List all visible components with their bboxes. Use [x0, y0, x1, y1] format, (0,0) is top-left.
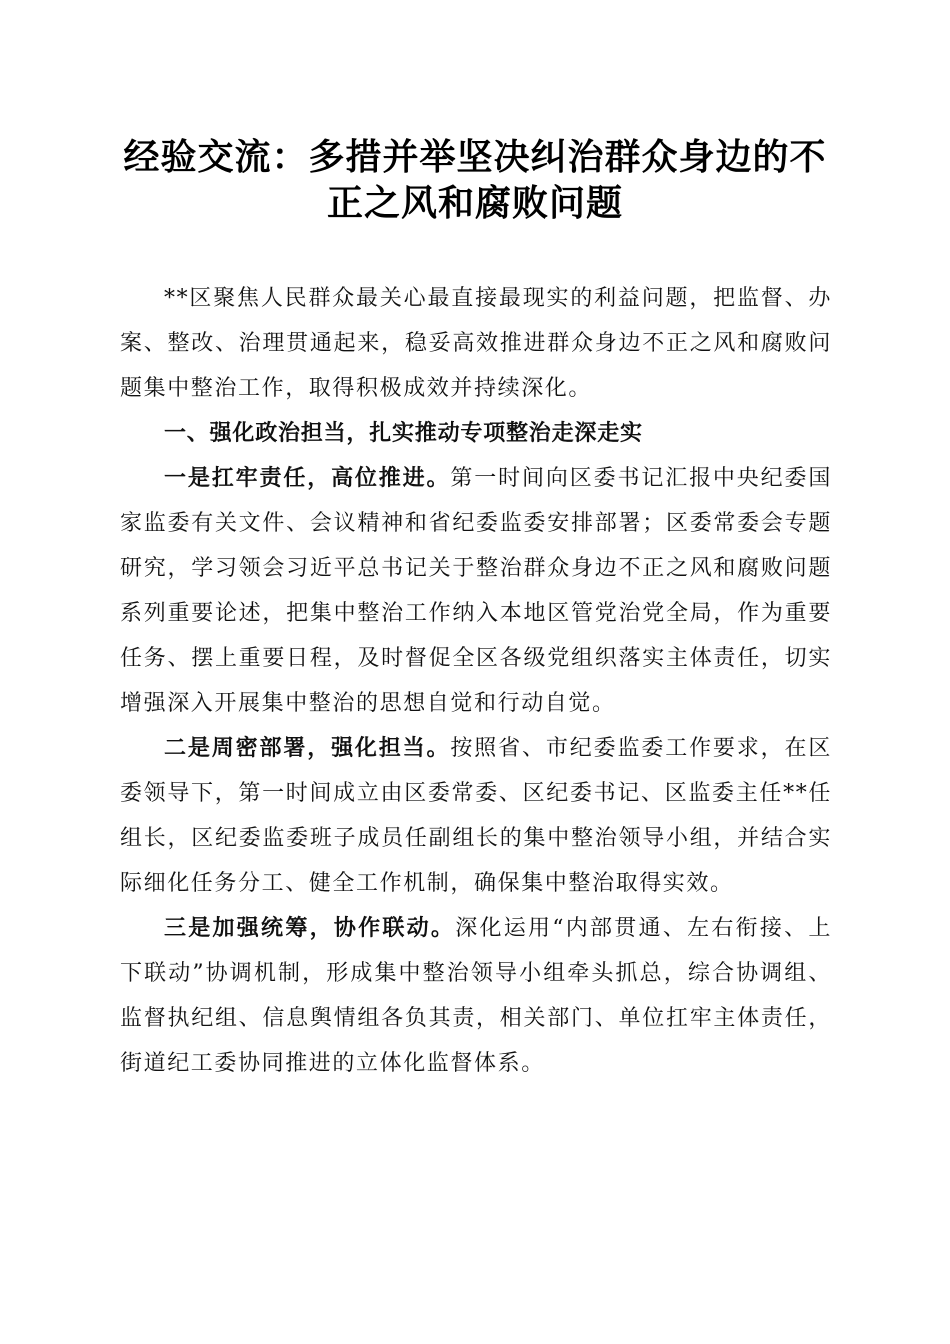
paragraph-lead: 三是加强统筹，协作联动。	[164, 915, 456, 941]
paragraph-lead: 二是周密部署，强化担当。	[164, 735, 451, 761]
paragraph-text: 按照省、市纪委监委工作要求，在区委领导下，第一时间成立由区委常委、区纪委书记、区监委主任**任组长，区纪委监委班子成员任副组长的集中整治领导小组，并结合实际细化任务分工、健全工作机制，确保集中整治取得实效。	[120, 736, 833, 896]
paragraph-text: 第一时间向区委书记汇报中央纪委国家监委有关文件、会议精神和省纪委监委安排部署；区委常委会专题研究，学习领会习近平总书记关于整治群众身边不正之风和腐败问题系列重要论述，把集中整治工作纳入本地区管党治党全局，作为重要任务、摆上重要日程，及时督促全区各级党组织落实主体责任，切实增强深入开展集中整治的思想自觉和行动自觉。	[120, 466, 833, 716]
paragraph-3	[120, 906, 832, 1086]
document-body	[120, 276, 832, 1086]
intro-paragraph: **区聚焦人民群众最关心最直接最现实的利益问题，把监督、办案、整改、治理贯通起来，稳妥高效推进群众身边不正之风和腐败问题集中整治工作，取得积极成效并持续深化。	[120, 286, 832, 401]
paragraph-2	[120, 726, 832, 906]
paragraph-lead: 一是扛牢责任，高位推进。	[164, 465, 451, 491]
document-title: 经验交流：多措并举坚决纠治群众身边的不正之风和腐败问题	[123, 136, 827, 224]
section-heading-1: 一、强化政治担当，扎实推动专项整治走深走实	[164, 421, 643, 446]
paragraph-text: 深化运用“内部贯通、左右衔接、上下联动”协调机制，形成集中整治领导小组牵头抓总，综合协调组、监督执纪组、信息舆情组各负其责，相关部门、单位扛牢主体责任，街道纪工委协同推进的立体化监督体系。	[120, 916, 833, 1076]
paragraph-1	[120, 456, 832, 726]
